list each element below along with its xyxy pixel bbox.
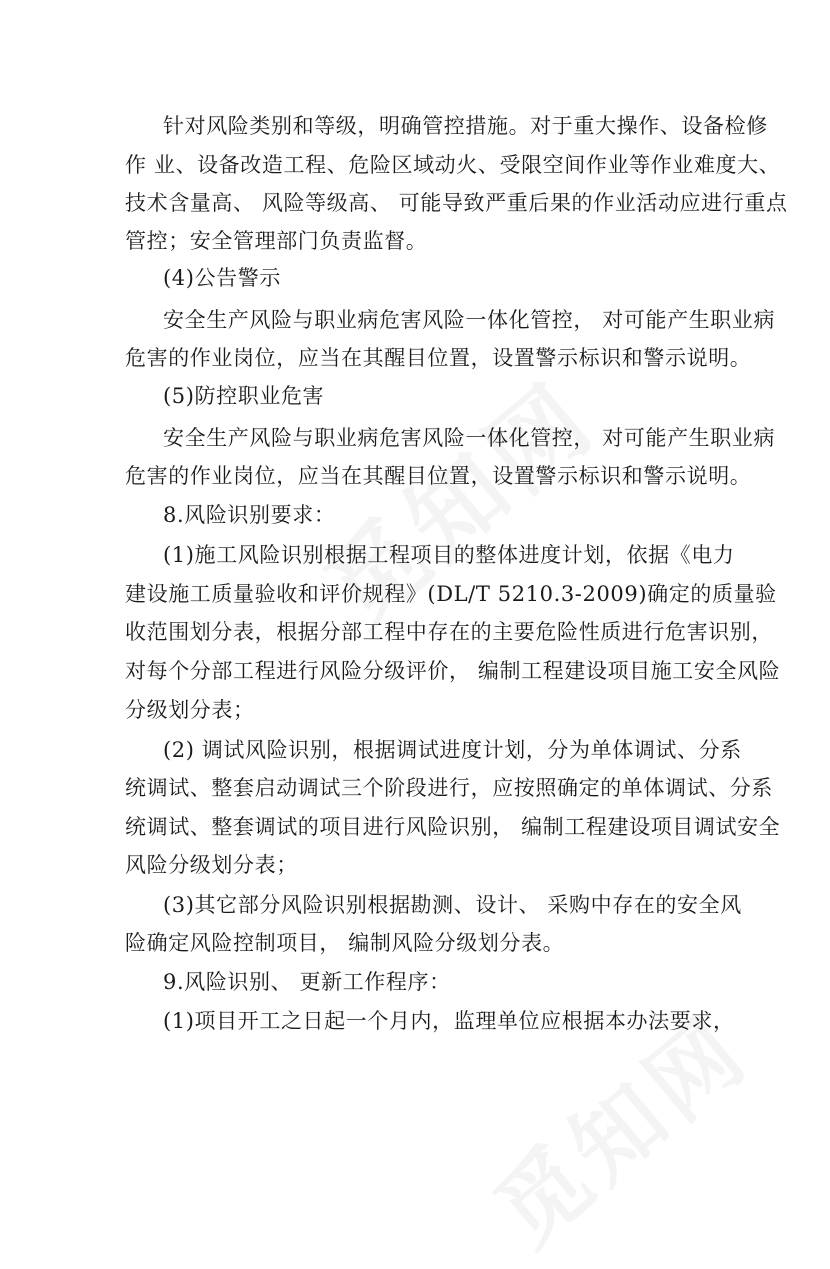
paragraph-line: 统调试、整套调试的项目进行风险识别， 编制工程建设项目调试安全	[125, 815, 781, 839]
paragraph-line: 危害的作业岗位，应当在其醒目位置，设置警示标识和警示说明。	[125, 464, 752, 488]
paragraph-line: (2) 调试风险识别，根据调试进度计划，分为单体调试、分系	[163, 738, 742, 762]
paragraph-line: 安全生产风险与职业病危害风险一体化管控， 对可能产生职业病	[163, 308, 776, 332]
paragraph-line: 管控；安全管理部门负责监督。	[125, 229, 428, 253]
paragraph-line: 收范围划分表，根据分部工程中存在的主要危险性质进行危害识别，	[125, 620, 773, 644]
section-heading: 9.风险识别、 更新工作程序：	[163, 970, 451, 994]
paragraph-line: 安全生产风险与职业病危害风险一体化管控， 对可能产生职业病	[163, 426, 776, 450]
paragraph-line: 作 业、设备改造工程、危险区域动火、受限空间作业等作业难度大、	[125, 153, 781, 177]
section-heading: (4)公告警示	[163, 266, 281, 290]
paragraph-line: (1)施工风险识别根据工程项目的整体进度计划，依据《电力	[163, 543, 735, 567]
section-heading: (5)防控职业危害	[163, 384, 325, 408]
paragraph-line: 风险分级划分表；	[125, 853, 298, 877]
paragraph-line: 对每个分部工程进行风险分级评价， 编制工程建设项目施工安全风险	[125, 659, 781, 683]
paragraph-line: 分级划分表；	[125, 698, 255, 722]
paragraph-line: 技术含量高、 风险等级高、 可能导致严重后果的作业活动应进行重点	[125, 191, 788, 215]
section-heading: 8.风险识别要求：	[163, 503, 336, 527]
paragraph-line: 针对风险类别和等级，明确管控措施。对于重大操作、设备检修	[163, 114, 768, 138]
paragraph-line: 统调试、整套启动调试三个阶段进行，应按照确定的单体调试、分系	[125, 776, 773, 800]
paragraph-line: (1)项目开工之日起一个月内，监理单位应根据本办法要求，	[163, 1009, 735, 1033]
paragraph-line: 危害的作业岗位，应当在其醒目位置，设置警示标识和警示说明。	[125, 346, 752, 370]
paragraph-line: 险确定风险控制项目， 编制风险分级划分表。	[125, 931, 565, 955]
paragraph-line: (3)其它部分风险识别根据勘测、设计、 采购中存在的安全风	[163, 893, 742, 917]
paragraph-line: 建设施工质量验收和评价规程》(DL/T 5210.3-2009)确定的质量验	[125, 582, 777, 606]
